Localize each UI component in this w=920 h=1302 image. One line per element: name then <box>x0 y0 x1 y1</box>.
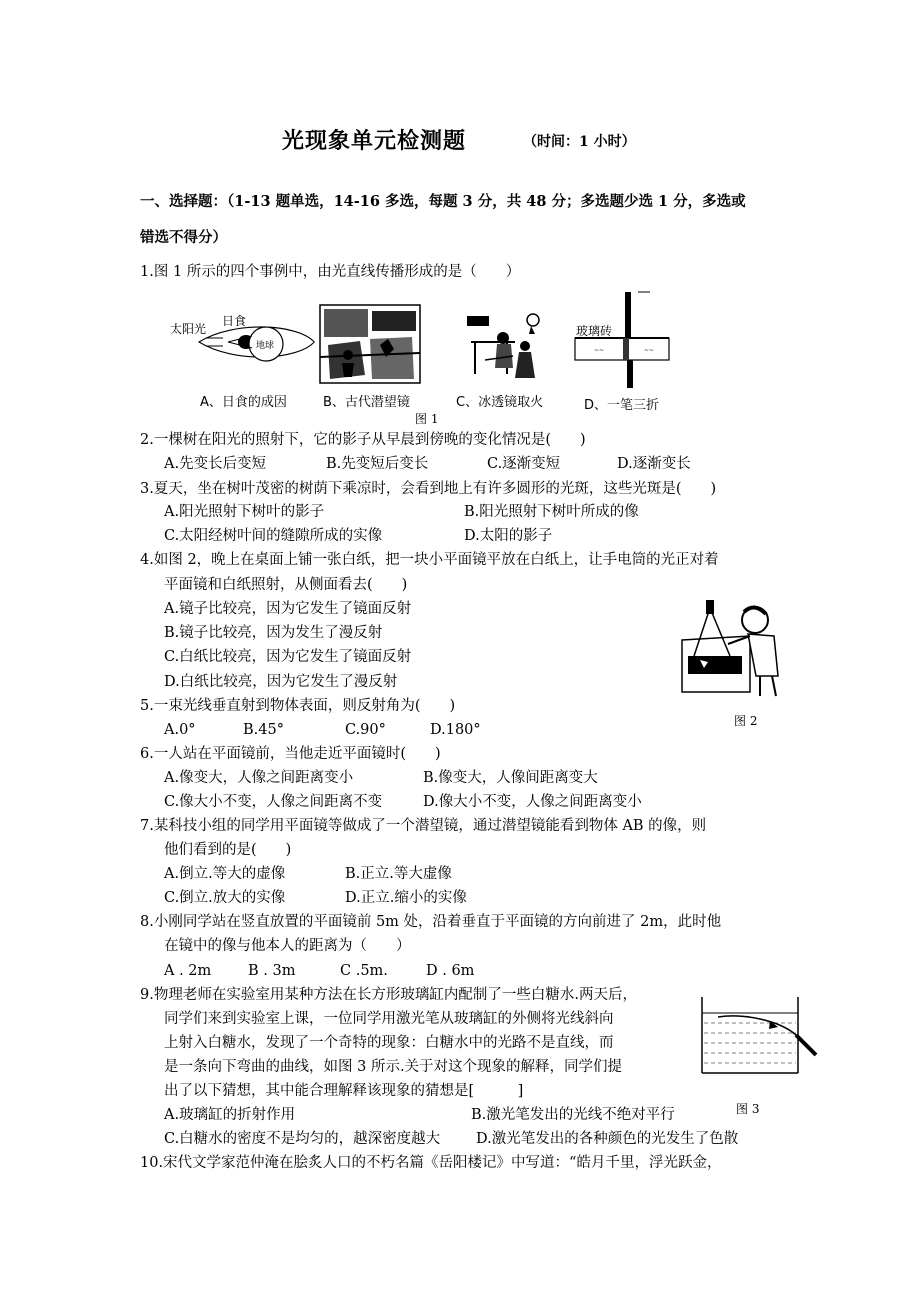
q6-stem: 6.一人站在平面镜前，当他走近平面镜时( ) <box>140 746 441 762</box>
svg-text:~~: ~~ <box>594 347 605 354</box>
q4-option-b: B.镜子比较亮，因为发生了漫反射 <box>164 625 383 641</box>
q8-option-a: A . 2m <box>164 963 212 979</box>
q3-stem: 3.夏天，坐在树叶茂密的树荫下乘凉时，会看到地上有许多圆形的光斑，这些光斑是( ) <box>140 481 717 497</box>
q5-option-a: A.0° <box>164 722 196 738</box>
q5-stem: 5.一束光线垂直射到物体表面，则反射角为( ) <box>140 698 456 714</box>
svg-text:~~: ~~ <box>644 347 655 354</box>
q8-stem-line2: 在镜中的像与他本人的距离为（ ） <box>164 938 411 954</box>
q2-option-c: C.逐渐变短 <box>487 456 561 472</box>
q2-option-d: D.逐渐变长 <box>617 456 691 472</box>
q6-option-c: C.像大小不变，人像之间距离不变 <box>164 794 383 810</box>
figure1-option-b: B、古代潜望镜 <box>323 395 410 410</box>
q8-option-b: B . 3m <box>248 963 296 979</box>
q7-option-b: B.正立.等大虚像 <box>345 866 452 882</box>
q4-option-d: D.白纸比较亮，因为它发生了漫反射 <box>164 674 398 690</box>
q9-option-a: A.玻璃缸的折射作用 <box>164 1107 296 1123</box>
q3-option-d: D.太阳的影子 <box>464 528 553 544</box>
glass-brick-label: 玻璃砖 <box>576 324 613 338</box>
q6-option-d: D.像大小不变，人像之间距离变小 <box>423 794 642 810</box>
time-note: （时间：1 小时） <box>523 134 636 150</box>
q1-stem: 1.图 1 所示的四个事例中，由光直线传播形成的是（ ） <box>140 264 521 280</box>
q9-line5: 出了以下猜想，其中能合理解释该现象的猜想是[ ] <box>164 1083 524 1099</box>
q6-option-a: A.像变大，人像之间距离变小 <box>164 770 354 786</box>
q2-option-b: B.先变短后变长 <box>326 456 429 472</box>
ancient-periscope-illustration <box>320 305 420 385</box>
q9-line4: 是一条向下弯曲的曲线，如图 3 所示.关于对这个现象的解释，同学们提 <box>164 1059 623 1075</box>
q6-option-b: B.像变大，人像间距离变大 <box>423 770 598 786</box>
figure3-caption: 图 3 <box>736 1102 760 1116</box>
q10-line1: 10.宋代文学家范仲淹在脍炙人口的不朽名篇《岳阳楼记》中写道：“皓月千里，浮光跃金， <box>140 1155 722 1171</box>
q3-option-b: B.阳光照射下树叶所成的像 <box>464 504 639 520</box>
sun-light-label: 太阳光 <box>170 322 207 336</box>
earth-label: 地球 <box>256 341 275 351</box>
q9-option-b: B.激光笔发出的光线不绝对平行 <box>471 1107 675 1123</box>
q3-option-a: A.阳光照射下树叶的影子 <box>164 504 325 520</box>
q7-option-d: D.正立.缩小的实像 <box>345 890 467 906</box>
q7-option-c: C.倒立.放大的实像 <box>164 890 286 906</box>
figure2-caption: 图 2 <box>734 714 758 728</box>
figure1-caption: 图 1 <box>415 412 439 426</box>
figure-2-flashlight-illustration <box>680 600 785 700</box>
q9-option-c: C.白糖水的密度不是均匀的，越深密度越大 <box>164 1131 441 1147</box>
q9-line2: 同学们来到实验室上课，一位同学用激光笔从玻璃缸的外侧将光线斜向 <box>164 1011 614 1027</box>
glass-brick-pen-diagram <box>570 290 675 395</box>
q2-stem: 2.一棵树在阳光的照射下，它的影子从早晨到傍晚的变化情况是( ) <box>140 432 586 448</box>
q5-option-d: D.180° <box>430 722 481 738</box>
q4-option-c: C.白纸比较亮，因为它发生了镜面反射 <box>164 649 412 665</box>
figure-3-glass-tank-diagram <box>700 995 820 1077</box>
q7-stem-line2: 他们看到的是( ) <box>164 842 292 858</box>
page-title: 光现象单元检测题 <box>282 128 467 154</box>
figure1-option-d: D、一笔三折 <box>584 398 660 413</box>
eclipse-label: 日食 <box>222 314 247 328</box>
ice-lens-fire-illustration <box>465 312 550 382</box>
q8-option-d: D . 6m <box>426 963 475 979</box>
q2-option-a: A.先变长后变短 <box>164 456 267 472</box>
q9-option-d: D.激光笔发出的各种颜色的光发生了色散 <box>476 1131 739 1147</box>
q8-option-c: C .5m. <box>340 963 388 979</box>
q9-line3: 上射入白糖水，发现了一个奇特的现象：白糖水中的光路不是直线，而 <box>164 1035 614 1051</box>
q5-option-b: B.45° <box>243 722 284 738</box>
section-heading-line2: 错选不得分） <box>140 229 227 246</box>
figure1-option-a: A、日食的成因 <box>200 395 287 410</box>
q4-stem-line1: 4.如图 2，晚上在桌面上铺一张白纸，把一块小平面镜平放在白纸上，让手电筒的光正对着 <box>140 552 719 568</box>
q7-stem-line1: 7.某科技小组的同学用平面镜等做成了一个潜望镜，通过潜望镜能看到物体 AB 的像，则 <box>140 818 707 834</box>
q5-option-c: C.90° <box>345 722 386 738</box>
figure1-option-c: C、冰透镜取火 <box>456 395 544 410</box>
section-heading-line1: 一、选择题：（1-13 题单选，14-16 多选，每题 3 分，共 48 分；多选题少选 1 分，多选或 <box>140 193 746 210</box>
q7-option-a: A.倒立.等大的虚像 <box>164 866 286 882</box>
q3-option-c: C.太阳经树叶间的缝隙所成的实像 <box>164 528 383 544</box>
q9-line1: 9.物理老师在实验室用某种方法在长方形玻璃缸内配制了一些白糖水.两天后， <box>140 987 637 1003</box>
q4-stem-line2: 平面镜和白纸照射，从侧面看去( ) <box>164 577 408 593</box>
q8-stem-line1: 8.小刚同学站在竖直放置的平面镜前 5m 处，沿着垂直于平面镜的方向前进了 2m，此时他 <box>140 914 722 930</box>
q4-option-a: A.镜子比较亮，因为它发生了镜面反射 <box>164 601 412 617</box>
